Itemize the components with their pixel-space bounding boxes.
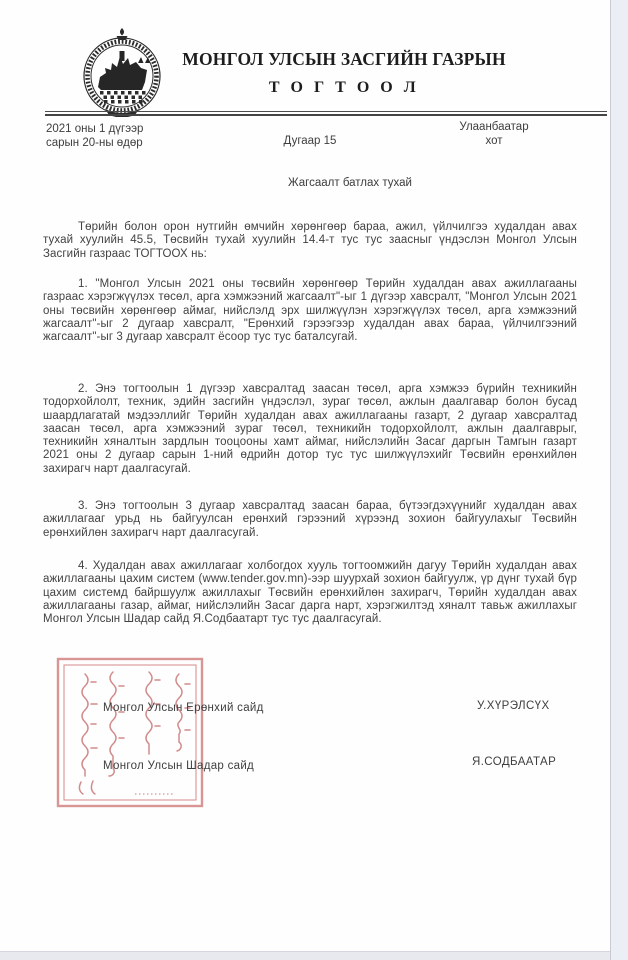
clause-paragraph-4: 4. Худалдан авах ажиллагааг холбогдох хууль тогтоомжийн дагуу Төрийн худалдан авах ажиллагааны цахим систем (www.tender.gov.mn)-ээр шуурхай зохион байгуулж, үр дүнг тухай бүр цахим системд байршуулж ажиллахыг Төсвийн ерөнхийлөн захирагч, Төрийн худалдан авах ажиллагааны газар, аймаг, нийслэлийн Засаг дарга нарт, хэрэгжилтэд хяналт тавьж ажиллахыг Монгол Улсын Шадар сайд Я.Содбаатарт тус тус даалгасугай. (43, 560, 577, 626)
mongolia-state-emblem-icon (76, 27, 168, 117)
issue-date-line2: сарын 20-ны өдөр (46, 137, 143, 149)
issue-date-line1: 2021 оны 1 дүгээр (46, 123, 144, 135)
issue-city-line1: Улаанбаатар (459, 121, 529, 133)
org-name: МОНГОЛ УЛСЫН ЗАСГИЙН ГАЗРЫН (182, 49, 506, 69)
signature-title-deputy-pm: Монгол Улсын Шадар сайд (103, 760, 255, 772)
intro-paragraph: Төрийн болон орон нутгийн өмчийн хөрөнгөөр бараа, ажил, үйлчилгээ худалдан авах тухай хуулийн 45.5, Төсвийн тухай хуулийн 14.4-т тус тус заасныг үндэслэн Монгол Улсын Засгийн газраас ТОГТООХ нь: (43, 221, 577, 260)
signature-name-deputy-pm: Я.СОДБААТАР (472, 756, 557, 768)
clause-paragraph-2: 2. Энэ тогтоолын 1 дүгээр хавсралтад заасан төсөл, арга хэмжээ бүрийн техникийн тодорхойлолт, техник, эдийн засгийн үндэслэл, зураг төсөл, ажлын даалгавар болон бусад шаардлагатай мэдээллийг Төрийн худалдан авах ажиллагааны газарт, 2 дугаар хавсралтад заасан төсөл, арга хэмжээний зураг төсөл, техникийн тодорхойлолт, ажлын даалгаврыг, техникийн хяналтын зардлын тооцооны хамт аймаг, нийслэлийн Засаг даргын Тамгын газарт 2021 оны 2 дугаар сарын 1-ний өдрийн дотор тус тус шилжүүлэхийг Төсвийн ерөнхийлөн захирагч нарт даалгасугай. (43, 383, 577, 475)
red-seal-icon (55, 656, 205, 810)
page-edge-bottom (0, 951, 610, 960)
subject-title: Жагсаалт батлах тухай (288, 177, 412, 189)
issue-city-line2: хот (485, 135, 503, 147)
header-divider (45, 111, 607, 116)
page-edge-right (610, 0, 628, 960)
decree-number: Дугаар 15 (283, 135, 337, 147)
signature-title-prime-minister: Монгол Улсын Ерөнхий сайд (103, 702, 264, 714)
clause-paragraph-1: 1. "Монгол Улсын 2021 оны төсвийн хөрөнгөөр Төрийн худалдан авах ажиллагааны газраас хэрэгжүүлэх төсөл, арга хэмжээний жагсаалт"-ыг 1 дүгээр хавсралт, "Монгол Улсын 2021 оны төсвийн хөрөнгөөр аймаг, нийслэлд эрх шилжүүлэн хэрэгжүүлэх төсөл, арга хэмжээний жагсаалт"-ыг 2 дугаар хавсралт, "Ерөнхий гэрээгээр худалдан авах бараа, үйлчилгээний жагсаалт"-ыг 3 дугаар хавсралт ёсоор тус тус баталсугай. (43, 278, 577, 344)
issue-city (438, 120, 550, 148)
clause-paragraph-3: 3. Энэ тогтоолын 3 дугаар хавсралтад заасан бараа, бүтээгдэхүүнийг худалдан авах ажиллагааг урьд нь байгуулсан ерөнхий гэрээний хүрээнд зохион байгуулахыг Төсвийн ерөнхийлөн захирагч нарт даалгасугай. (43, 500, 577, 539)
issue-date (46, 122, 143, 150)
signature-name-prime-minister: У.ХҮРЭЛСҮХ (477, 700, 550, 712)
doc-type-title: Т О Г Т О О Л (268, 79, 420, 96)
